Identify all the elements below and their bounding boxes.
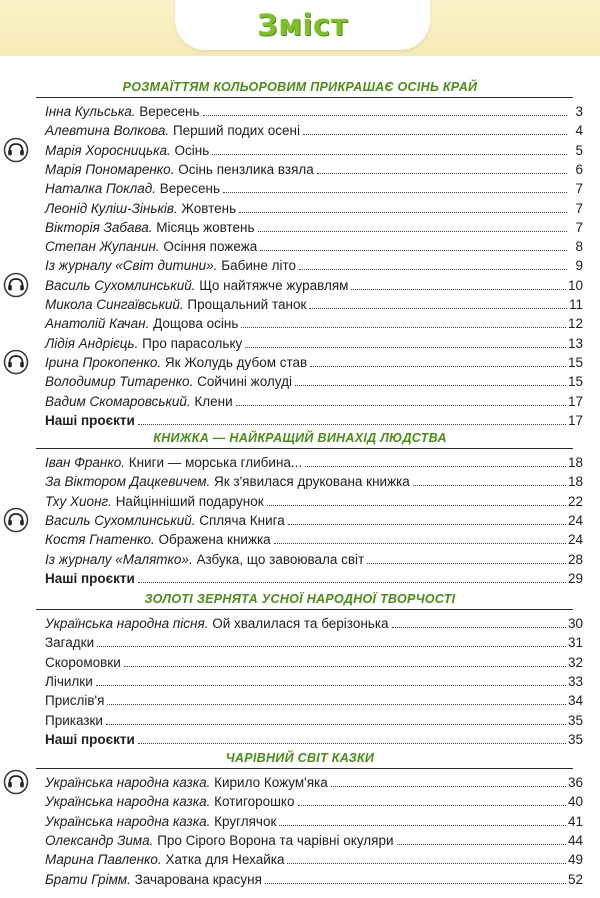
audio-listen-icon[interactable] bbox=[3, 272, 29, 298]
dot-leader bbox=[106, 723, 566, 725]
section-divider bbox=[36, 768, 573, 769]
entry-title: Котигорошко bbox=[214, 794, 295, 810]
dot-leader bbox=[279, 824, 566, 826]
dot-leader bbox=[310, 365, 566, 367]
entry-author: Лідія Андрієць. bbox=[45, 335, 139, 351]
dot-leader bbox=[367, 562, 566, 564]
entry-title: Осінь bbox=[174, 142, 210, 158]
audio-listen-icon[interactable] bbox=[3, 507, 29, 533]
entry-author: Українська народна пісня. bbox=[45, 616, 209, 631]
entry-title: Місяць жовтень bbox=[156, 219, 255, 235]
dot-leader bbox=[245, 346, 566, 348]
page-number: 11 bbox=[568, 297, 583, 312]
entry-author: Володимир Титаренко. bbox=[45, 374, 194, 390]
dot-leader bbox=[317, 172, 567, 174]
entry-title: Хатка для Нехайка bbox=[165, 852, 285, 868]
entry-title: Сойчині жолуді bbox=[197, 374, 292, 390]
page-number: 7 bbox=[575, 219, 583, 235]
page-number: 24 bbox=[567, 512, 583, 528]
entry-author: Марія Хоросницька. bbox=[45, 142, 171, 158]
dot-leader bbox=[239, 211, 567, 213]
entry-title: Ой хвалилася та берізонька bbox=[212, 616, 389, 631]
toc-entry[interactable] bbox=[45, 614, 583, 632]
toc-entry[interactable] bbox=[45, 256, 583, 274]
dot-leader bbox=[212, 153, 567, 155]
page-number: 52 bbox=[567, 871, 583, 887]
page-number: 10 bbox=[567, 277, 583, 293]
audio-listen-icon[interactable] bbox=[3, 769, 29, 795]
audio-listen-icon[interactable] bbox=[3, 137, 29, 163]
toc-entry[interactable] bbox=[45, 276, 583, 294]
page-number: 30 bbox=[567, 616, 583, 631]
page-number: 49 bbox=[567, 852, 583, 868]
entry-author: Анатолій Качан. bbox=[45, 316, 150, 332]
page-number: 35 bbox=[567, 712, 583, 728]
dot-leader bbox=[203, 114, 567, 116]
toc-entry[interactable] bbox=[45, 569, 583, 587]
toc-entry[interactable] bbox=[45, 831, 583, 849]
page-number: 17 bbox=[567, 393, 583, 409]
dot-leader bbox=[392, 626, 566, 628]
dot-leader bbox=[258, 230, 567, 232]
entry-author: Вікторія Забава. bbox=[45, 219, 153, 235]
dot-leader bbox=[298, 804, 566, 806]
toc-entry[interactable] bbox=[45, 773, 583, 791]
toc-entry[interactable] bbox=[45, 633, 583, 651]
entry-author: Вадим Скомаровський. bbox=[45, 393, 191, 409]
toc-entry[interactable] bbox=[45, 530, 583, 548]
toc-entry[interactable] bbox=[45, 550, 583, 568]
dot-leader bbox=[107, 703, 566, 705]
toc-entry[interactable] bbox=[45, 850, 583, 868]
toc-entry[interactable] bbox=[45, 730, 583, 748]
entry-title: Прислів'я bbox=[45, 693, 105, 709]
dot-leader bbox=[260, 249, 567, 251]
toc-entry[interactable] bbox=[45, 160, 583, 178]
section-heading: ЧАРІВНИЙ СВІТ КАЗКИ bbox=[225, 751, 375, 765]
toc-entry[interactable] bbox=[45, 179, 583, 197]
dot-leader bbox=[265, 882, 566, 884]
page-number: 12 bbox=[567, 316, 583, 332]
dot-leader bbox=[138, 742, 566, 744]
toc-entry[interactable] bbox=[45, 711, 583, 729]
entry-author: Ірина Прокопенко. bbox=[45, 354, 162, 370]
entry-author: Із журналу «Малятко». bbox=[45, 551, 193, 567]
entry-author: Тху Хионг. bbox=[45, 493, 112, 509]
toc-entry[interactable] bbox=[45, 121, 583, 139]
page-number: 32 bbox=[567, 654, 583, 670]
page-number: 6 bbox=[575, 161, 583, 177]
entry-title: Кирило Кожум'яка bbox=[214, 775, 328, 790]
page-number: 18 bbox=[567, 474, 583, 490]
entry-author: Алевтина Волкова. bbox=[45, 123, 170, 139]
section-divider bbox=[36, 97, 573, 98]
entry-title: Скоромовки bbox=[45, 654, 121, 670]
entry-author: Василь Сухомлинський. bbox=[45, 277, 196, 293]
entry-title: Ображена книжка bbox=[158, 532, 271, 548]
entry-author: Наталка Поклад. bbox=[45, 181, 156, 197]
dot-leader bbox=[303, 133, 567, 135]
entry-title: Дощова осінь bbox=[153, 316, 239, 332]
toc-entry[interactable] bbox=[45, 812, 583, 830]
page-number: 15 bbox=[567, 354, 583, 370]
entry-author: За Віктором Дацкевичем. bbox=[45, 474, 211, 490]
entry-author: Олександр Зима. bbox=[45, 832, 154, 848]
dot-leader bbox=[223, 191, 567, 193]
dot-leader bbox=[236, 404, 566, 406]
page-number: 24 bbox=[567, 532, 583, 548]
page-number: 7 bbox=[575, 181, 583, 197]
page-number: 13 bbox=[567, 335, 583, 351]
page-number: 33 bbox=[567, 673, 583, 689]
page-number: 3 bbox=[575, 104, 583, 119]
dot-leader bbox=[267, 504, 566, 506]
toc-entry[interactable] bbox=[45, 672, 583, 690]
entry-title: Найцінніший подарунок bbox=[115, 493, 264, 509]
entry-author: Українська народна казка. bbox=[45, 813, 211, 829]
toc-entry[interactable] bbox=[45, 511, 583, 529]
dot-leader bbox=[413, 484, 566, 486]
page-number: 29 bbox=[567, 570, 583, 586]
page-number: 28 bbox=[567, 551, 583, 567]
entry-title: Азбука, що завоювала світ bbox=[196, 551, 365, 567]
toc-entry[interactable] bbox=[45, 353, 583, 371]
entry-title: Бабине літо bbox=[221, 258, 296, 274]
section-divider bbox=[36, 609, 573, 610]
toc-entry[interactable] bbox=[45, 314, 583, 332]
page-number: 5 bbox=[575, 142, 583, 158]
entry-author: Українська народна казка. bbox=[45, 794, 211, 810]
entry-title: Як Жолудь дубом став bbox=[164, 354, 308, 370]
entry-author: Костя Гнатенко. bbox=[45, 532, 155, 548]
toc-entry[interactable] bbox=[45, 392, 583, 410]
entry-author: Василь Сухомлинський. bbox=[45, 512, 196, 528]
toc-entry[interactable] bbox=[45, 199, 583, 217]
entry-title: Осінь пензлика взяла bbox=[178, 161, 314, 177]
entry-title: Книги — морська глибина... bbox=[128, 455, 303, 470]
entry-title: Вересень bbox=[159, 181, 220, 197]
page-number: 34 bbox=[567, 693, 583, 709]
entry-author: Інна Кульська. bbox=[45, 104, 136, 119]
entry-title: Вересень bbox=[139, 104, 200, 119]
page-number: 18 bbox=[567, 455, 583, 470]
entry-author: Українська народна казка. bbox=[45, 775, 211, 790]
dot-leader bbox=[397, 843, 566, 845]
entry-title: Зачарована красуня bbox=[134, 871, 262, 887]
entry-title: Прощальний танок bbox=[187, 297, 307, 312]
toc-entry[interactable] bbox=[45, 870, 583, 888]
title-pill bbox=[175, 0, 430, 50]
toc-entry[interactable] bbox=[45, 411, 583, 429]
page-number: 9 bbox=[575, 258, 583, 274]
page-number: 17 bbox=[567, 412, 583, 428]
dot-leader bbox=[305, 465, 566, 467]
toc-entry[interactable] bbox=[45, 792, 583, 810]
entry-author: Із журналу «Світ дитини». bbox=[45, 258, 218, 274]
dot-leader bbox=[97, 645, 566, 647]
entry-title: Лічилки bbox=[45, 673, 93, 689]
toc-entry[interactable] bbox=[45, 237, 583, 255]
entry-author: Марина Павленко. bbox=[45, 852, 162, 868]
entry-author: Марія Пономаренко. bbox=[45, 161, 175, 177]
page-number: 36 bbox=[567, 775, 583, 790]
section-heading: КНИЖКА — НАЙКРАЩИЙ ВИНАХІД ЛЮДСТВА bbox=[153, 431, 447, 445]
audio-listen-icon[interactable] bbox=[3, 349, 29, 375]
page-number: 7 bbox=[575, 200, 583, 216]
toc-entry[interactable] bbox=[45, 218, 583, 236]
dot-leader bbox=[96, 684, 566, 686]
toc-entry[interactable] bbox=[45, 102, 583, 120]
toc-entry[interactable] bbox=[45, 141, 583, 159]
page-title: Зміст bbox=[257, 8, 348, 42]
toc-entry[interactable] bbox=[45, 691, 583, 709]
entry-title: Загадки bbox=[45, 635, 95, 651]
entry-title: Що найтяжче журавлям bbox=[199, 277, 349, 293]
dot-leader bbox=[309, 307, 567, 309]
page-number: 22 bbox=[567, 493, 583, 509]
entry-author: Брати Грімм. bbox=[45, 871, 131, 887]
page-number: 44 bbox=[567, 832, 583, 848]
entry-title: Про Сірого Ворона та чарівні окуляри bbox=[157, 832, 394, 848]
entry-author: Микола Сингаївський. bbox=[45, 297, 184, 312]
toc-entry[interactable] bbox=[45, 472, 583, 490]
section-divider bbox=[36, 448, 573, 449]
dot-leader bbox=[331, 785, 566, 787]
page-number: 4 bbox=[575, 123, 583, 139]
entry-author: Степан Жупанин. bbox=[45, 239, 160, 255]
section-heading: РОЗМАЇТТЯМ КОЛЬОРОВИМ ПРИКРАШАЄ ОСІНЬ КРАЙ bbox=[122, 80, 478, 94]
projects-link: Наші проєкти bbox=[45, 412, 135, 428]
dot-leader bbox=[295, 384, 566, 386]
entry-title: Осіння пожежа bbox=[163, 239, 258, 255]
entry-title: Приказки bbox=[45, 712, 103, 728]
dot-leader bbox=[274, 542, 566, 544]
page-number: 35 bbox=[567, 731, 583, 747]
projects-link: Наші проєкти bbox=[45, 731, 135, 747]
dot-leader bbox=[351, 288, 566, 290]
toc-entry[interactable] bbox=[45, 453, 583, 471]
page-number: 31 bbox=[567, 635, 583, 651]
page-number: 8 bbox=[575, 239, 583, 255]
entry-title: Про парасольку bbox=[142, 335, 243, 351]
page-number: 40 bbox=[567, 794, 583, 810]
page-number: 41 bbox=[567, 813, 583, 829]
entry-title: Сплячa Книга bbox=[199, 512, 285, 528]
entry-title: Жовтень bbox=[181, 200, 237, 216]
toc-entry[interactable] bbox=[45, 492, 583, 510]
entry-title: Клени bbox=[194, 393, 233, 409]
dot-leader bbox=[287, 862, 566, 864]
toc-entry[interactable] bbox=[45, 653, 583, 671]
section-heading: ЗОЛОТІ ЗЕРНЯТА УСНОЇ НАРОДНОЇ ТВОРЧОСТІ bbox=[144, 592, 456, 606]
entry-title: Перший подих осені bbox=[172, 123, 300, 139]
dot-leader bbox=[288, 523, 566, 525]
dot-leader bbox=[124, 665, 566, 667]
dot-leader bbox=[138, 581, 566, 583]
entry-author: Леонід Куліш-Зіньків. bbox=[45, 200, 178, 216]
toc-entry[interactable] bbox=[45, 334, 583, 352]
toc-entry[interactable] bbox=[45, 295, 583, 313]
page-number: 15 bbox=[567, 374, 583, 390]
projects-link: Наші проєкти bbox=[45, 570, 135, 586]
dot-leader bbox=[138, 423, 566, 425]
entry-title: Як з'явилася друкована книжка bbox=[213, 474, 410, 490]
entry-author: Іван Франко. bbox=[45, 455, 125, 470]
entry-title: Круглячок bbox=[214, 813, 277, 829]
dot-leader bbox=[241, 326, 566, 328]
toc-entry[interactable] bbox=[45, 372, 583, 390]
dot-leader bbox=[299, 268, 567, 270]
